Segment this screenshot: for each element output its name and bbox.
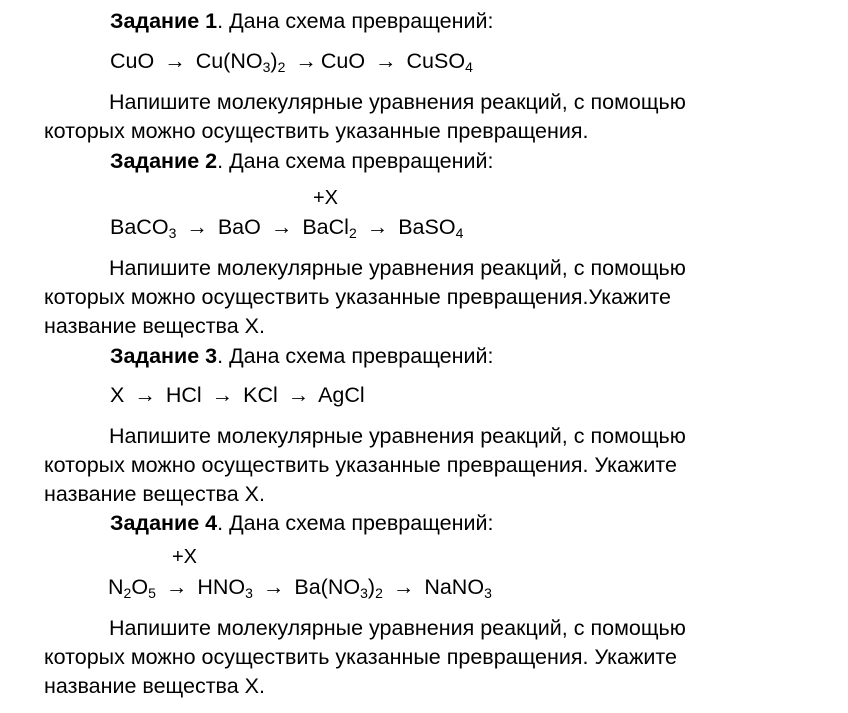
- task-4-title-rest: . Дана схема превращений:: [217, 511, 494, 535]
- formula: BaCO$_3$: [110, 215, 177, 241]
- arrow: →: [165, 575, 188, 599]
- task-2-text: [44, 254, 844, 341]
- text-line: Напишите молекулярные уравнения реакций, с помощью: [109, 424, 686, 448]
- arrow: →: [186, 215, 208, 239]
- formula: NaNO$_3$: [424, 575, 492, 601]
- task-4-scheme: [108, 574, 492, 600]
- task-4-title-bold: Задание 4: [110, 511, 218, 535]
- task-3-title-rest: . Дана схема превращений:: [217, 344, 494, 368]
- formula: CuO: [110, 49, 155, 73]
- formula: X: [110, 383, 125, 407]
- arrow: →: [392, 575, 415, 599]
- text-line: которых можно осуществить указанные превращения. Укажите: [44, 453, 677, 477]
- arrow: →: [270, 215, 293, 239]
- arrow: →: [295, 49, 317, 73]
- task-3-title: [110, 343, 494, 369]
- formula: $HNO_3$: [197, 575, 253, 601]
- task-2-title-bold: Задание 2: [110, 149, 218, 173]
- task-1-scheme: [110, 48, 473, 74]
- task-1-title-bold: Задание 1: [110, 9, 218, 33]
- formula: KCl: [243, 383, 278, 407]
- arrow: →: [164, 49, 186, 73]
- task-4-reagent-label: +X: [172, 546, 198, 568]
- formula: $Cu(NO_3)_2$: [195, 49, 286, 75]
- formula: CuSO$_4$: [406, 49, 473, 75]
- task-2-title-rest: . Дана схема превращений:: [217, 149, 494, 173]
- text-line: Напишите молекулярные уравнения реакций, с помощью: [109, 256, 686, 280]
- arrow: →: [262, 575, 285, 599]
- formula: AgCl: [318, 383, 365, 407]
- task-4-title: [110, 510, 494, 536]
- arrow: →: [134, 383, 156, 407]
- formula: $Ba(NO_3)_2$: [294, 575, 383, 601]
- formula: HCl: [165, 383, 202, 407]
- arrow: →: [375, 49, 397, 73]
- formula: CuO: [320, 49, 366, 73]
- task-4-text: [44, 614, 844, 701]
- text-line: название вещества Х.: [44, 674, 265, 698]
- text-line: которых можно осуществить указанные превращения. Укажите: [44, 645, 677, 669]
- task-2-reagent-label: +X: [313, 187, 339, 209]
- task-3-title-bold: Задание 3: [110, 344, 218, 368]
- arrow: →: [366, 215, 389, 239]
- task-2-scheme: [110, 214, 463, 240]
- formula: $N_2O_5$: [108, 575, 156, 601]
- text-line: Напишите молекулярные уравнения реакций, с помощью: [109, 90, 686, 114]
- formula: BaO: [217, 215, 261, 239]
- arrow: →: [287, 383, 310, 407]
- formula: BaSO$_4$: [398, 215, 464, 241]
- formula: BaCl$_2$: [302, 215, 357, 241]
- task-1-title-rest: . Дана схема превращений:: [217, 9, 494, 33]
- text-line: которых можно осуществить указанные превращения.Укажите: [44, 285, 671, 309]
- text-line: название вещества Х.: [44, 482, 265, 506]
- text-line: которых можно осуществить указанные превращения.: [44, 119, 589, 143]
- task-3-text: [44, 422, 844, 509]
- arrow: →: [211, 383, 234, 407]
- task-2-title: [110, 148, 494, 174]
- text-line: название вещества Х.: [44, 314, 265, 338]
- task-1-text: [44, 88, 844, 146]
- task-3-scheme: [110, 382, 365, 408]
- task-1-title: [110, 8, 494, 34]
- text-line: Напишите молекулярные уравнения реакций, с помощью: [109, 616, 686, 640]
